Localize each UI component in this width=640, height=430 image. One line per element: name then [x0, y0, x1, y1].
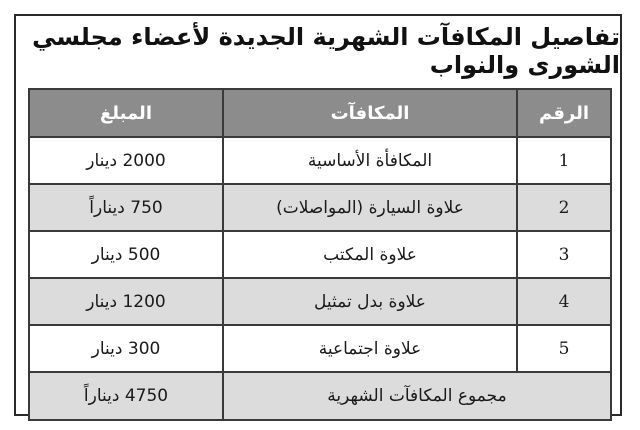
row-number: 1	[517, 137, 611, 184]
row-item: المكافأة الأساسية	[223, 137, 517, 184]
header-amount: المبلغ	[29, 89, 223, 137]
row-item: علاوة اجتماعية	[223, 325, 517, 372]
total-label: مجموع المكافآت الشهرية	[223, 372, 611, 420]
table-row	[29, 278, 611, 325]
header-item: المكافآت	[223, 89, 517, 137]
row-number: 3	[517, 231, 611, 278]
row-number: 5	[517, 325, 611, 372]
row-amount: 750 ديناراً	[29, 184, 223, 231]
total-row	[29, 372, 611, 420]
row-item: علاوة المكتب	[223, 231, 517, 278]
rewards-table	[28, 88, 612, 421]
header-number: الرقم	[517, 89, 611, 137]
row-item: علاوة بدل تمثيل	[223, 278, 517, 325]
table-row	[29, 325, 611, 372]
row-number: 4	[517, 278, 611, 325]
table-row	[29, 184, 611, 231]
table-row	[29, 231, 611, 278]
table-row	[29, 137, 611, 184]
row-amount: 500 دينار	[29, 231, 223, 278]
row-number: 2	[517, 184, 611, 231]
row-amount: 300 دينار	[29, 325, 223, 372]
row-amount: 1200 دينار	[29, 278, 223, 325]
document-frame	[14, 14, 622, 416]
table-header-row	[29, 89, 611, 137]
total-amount: 4750 ديناراً	[29, 372, 223, 420]
title-bar	[16, 16, 620, 86]
row-item: علاوة السيارة (المواصلات)	[223, 184, 517, 231]
page-title: تفاصيل المكافآت الشهرية الجديدة لأعضاء مجلسي الشورى والنواب	[32, 23, 620, 79]
row-amount: 2000 دينار	[29, 137, 223, 184]
